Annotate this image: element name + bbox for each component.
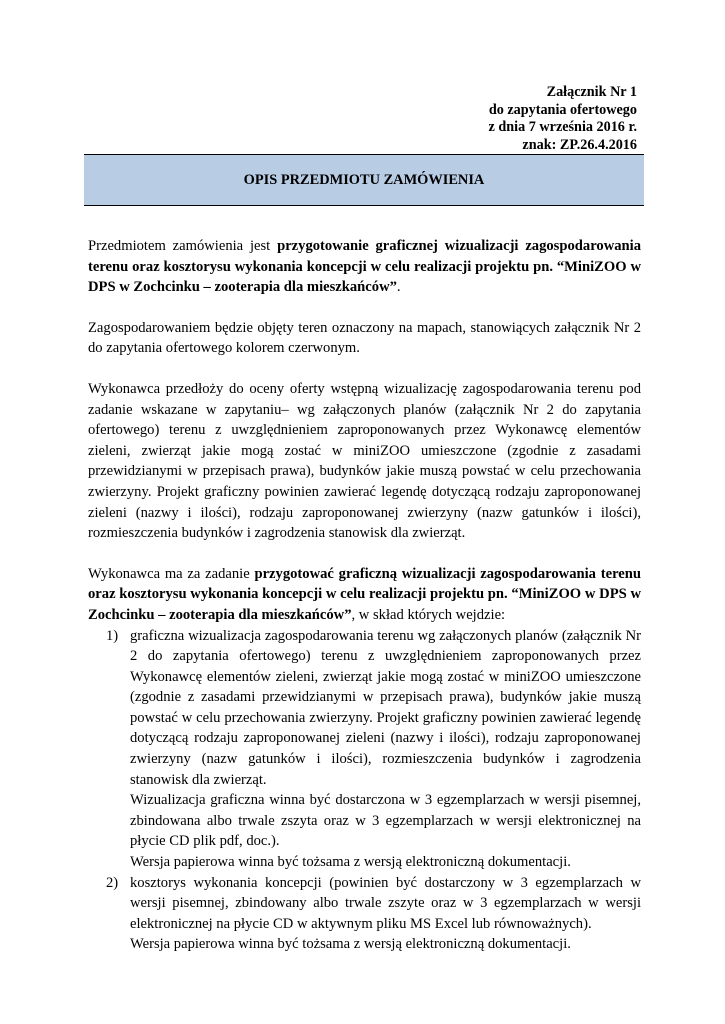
list-item [88, 626, 641, 873]
list-item-text: kosztorys wykonania koncepcji (powinien być dostarczony w 3 egzemplarzach w wersji pisemnej, zbindowany albo trwale zszyte oraz w 3 egzemplarzach w wersji elektronicznej na płycie CD w aktywnym pliku MS Excel lub równoważnych). [130, 874, 641, 932]
list-item-text: graficzna wizualizacja zagospodarowania terenu wg załączonych planów (załącznik Nr 2 do zapytania ofertowego) terenu z uwzględnieniem zaproponowanych przez Wykonawcę elementów zieleni, zwierząt jakie mogą zostać w miniZOO umieszczone (zgodnie z zasadami przewidzianymi w przepisach prawa), budynków jakie muszą powstać w celu przechowania zwierzyny. Projekt graficzny powinien zawierać legendę dotyczącą rodzaju zaproponowanej zieleni (nazwy i ilości), rodzaju zaproponowanej zwierzyny (nazw gatunków i ilości), rozmieszczenia budynków i zagrodzenia stanowisk dla zwierząt. [130, 627, 641, 788]
document-body [88, 236, 641, 955]
paragraph-task-intro: Wykonawca ma za zadanie [88, 565, 255, 582]
paragraph-subject-bold: przygotowanie graficznej wizualizacji zagospodarowania terenu oraz kosztorysu wykonania koncepcji w celu realizacji projektu pn. “MiniZOO w DPS w Zochcinku – zooterapia dla mieszkańców” [88, 238, 642, 296]
header-line-2: do zapytania ofertowego [488, 101, 637, 118]
paragraph-task-end: , w skład których wejdzie: [351, 606, 506, 623]
paragraph-contractor-offer: Wykonawca przedłoży do oceny oferty wstępną wizualizację zagospodarowania terenu pod zadanie wskazane w zapytaniu– wg załączonych planów (załącznik Nr 2 do zapytania ofertowego) terenu z uwzględnieniem zaproponowanych przez Wykonawcę elementów zieleni, zwierząt jakie mogą zostać w miniZOO umieszczone (zgodnie z zasadami przewidzianymi w przepisach prawa), budynków jakie muszą powstać w celu przechowania zwierzyny. Projekt graficzny powinien zawierać legendę dotyczącą rodzaju zaproponowanej zieleni (nazwy i ilości), rodzaju zaproponowanej zwierzyny (nazw gatunków i ilości), rozmieszczenia budynków i zagrodzenia stanowisk dla zwierząt. [88, 380, 641, 542]
list-item-note: Wersja papierowa winna być tożsama z wersją elektroniczną dokumentacji. [130, 854, 571, 871]
header-line-4: znak: ZP.26.4.2016 [522, 136, 637, 153]
list-item-number: 1) [106, 627, 119, 644]
header-line-3: z dnia 7 września 2016 r. [488, 119, 637, 136]
header-line-1: Załącznik Nr 1 [546, 84, 637, 100]
deliverables-list [88, 626, 641, 956]
document-title: OPIS PRZEDMIOTU ZAMÓWIENIA [243, 171, 485, 188]
paragraph-area: Zagospodarowaniem będzie objęty teren oznaczony na mapach, stanowiących załącznik Nr 2 do zapytania ofertowego kolorem czerwonym. [88, 319, 641, 357]
list-item-number: 2) [106, 874, 119, 891]
list-item-note: Wizualizacja graficzna winna być dostarczona w 3 egzemplarzach w wersji pisemnej, zbindowana albo trwale zszyta oraz w 3 egzemplarzach w wersji elektronicznej na płycie CD plik pdf, doc.). [130, 792, 641, 850]
paragraph-contractor-task [88, 564, 641, 626]
attachment-header [489, 84, 637, 154]
paragraph-subject [88, 236, 641, 298]
list-item-note: Wersja papierowa winna być tożsama z wersją elektroniczną dokumentacji. [130, 936, 571, 953]
paragraph-subject-intro: Przedmiotem zamówienia jest [88, 238, 278, 254]
title-banner [84, 154, 644, 206]
paragraph-task-bold: przygotować graficzną wizualizacji zagospodarowania terenu oraz kosztorysu wykonania koncepcji w celu realizacji projektu pn. “MiniZOO w DPS w Zochcinku – zooterapia dla mieszkańców” [88, 565, 641, 623]
list-item [88, 873, 641, 955]
paragraph-subject-end: . [396, 279, 401, 296]
